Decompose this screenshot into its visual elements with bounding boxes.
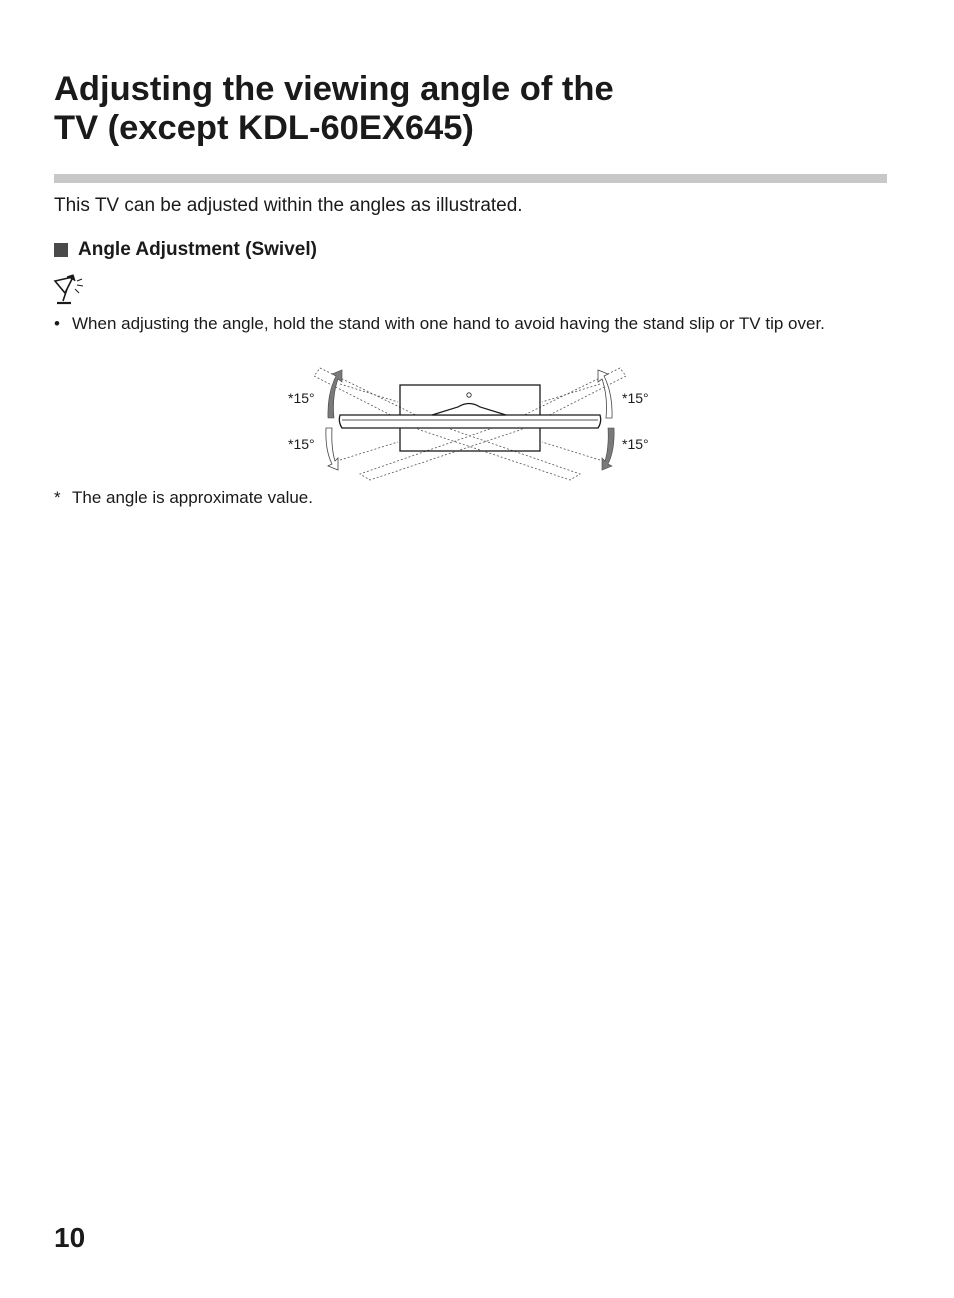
angle-label-top-right: *15° (622, 390, 649, 406)
title-rule (54, 174, 887, 183)
page-number: 10 (54, 1222, 86, 1253)
lamp-tip-icon (53, 273, 91, 307)
right-down-arrow-icon (602, 428, 614, 470)
angle-label-bottom-right: *15° (622, 436, 649, 452)
page-title-line-2: TV (except KDL-60EX645) (54, 109, 474, 147)
footnote-mark: * (54, 488, 61, 507)
stand-screw (467, 393, 471, 397)
page-title (54, 70, 894, 148)
tv-neck (432, 404, 506, 416)
bullet-text: When adjusting the angle, hold the stand with one hand to avoid having the stand slip or TV tip over. (72, 314, 825, 333)
intro-text: This TV can be adjusted within the angles as illustrated. (54, 195, 523, 216)
page-title-line-1: Adjusting the viewing angle of the (54, 70, 614, 108)
bullet-marker: • (54, 314, 60, 333)
section-heading (54, 238, 317, 262)
tip-bullet (54, 313, 894, 335)
footnote (54, 487, 313, 509)
angle-label-top-left: *15° (288, 390, 315, 406)
angle-label-bottom-left: *15° (288, 436, 315, 452)
right-up-arrow-icon (598, 370, 612, 418)
left-down-arrow-icon (326, 428, 338, 470)
footnote-text: The angle is approximate value. (72, 488, 313, 507)
left-up-arrow-icon (328, 370, 342, 418)
tv-panel (339, 415, 600, 428)
square-marker-icon (54, 243, 68, 257)
swivel-diagram (280, 362, 660, 482)
section-heading-label: Angle Adjustment (Swivel) (78, 239, 317, 260)
